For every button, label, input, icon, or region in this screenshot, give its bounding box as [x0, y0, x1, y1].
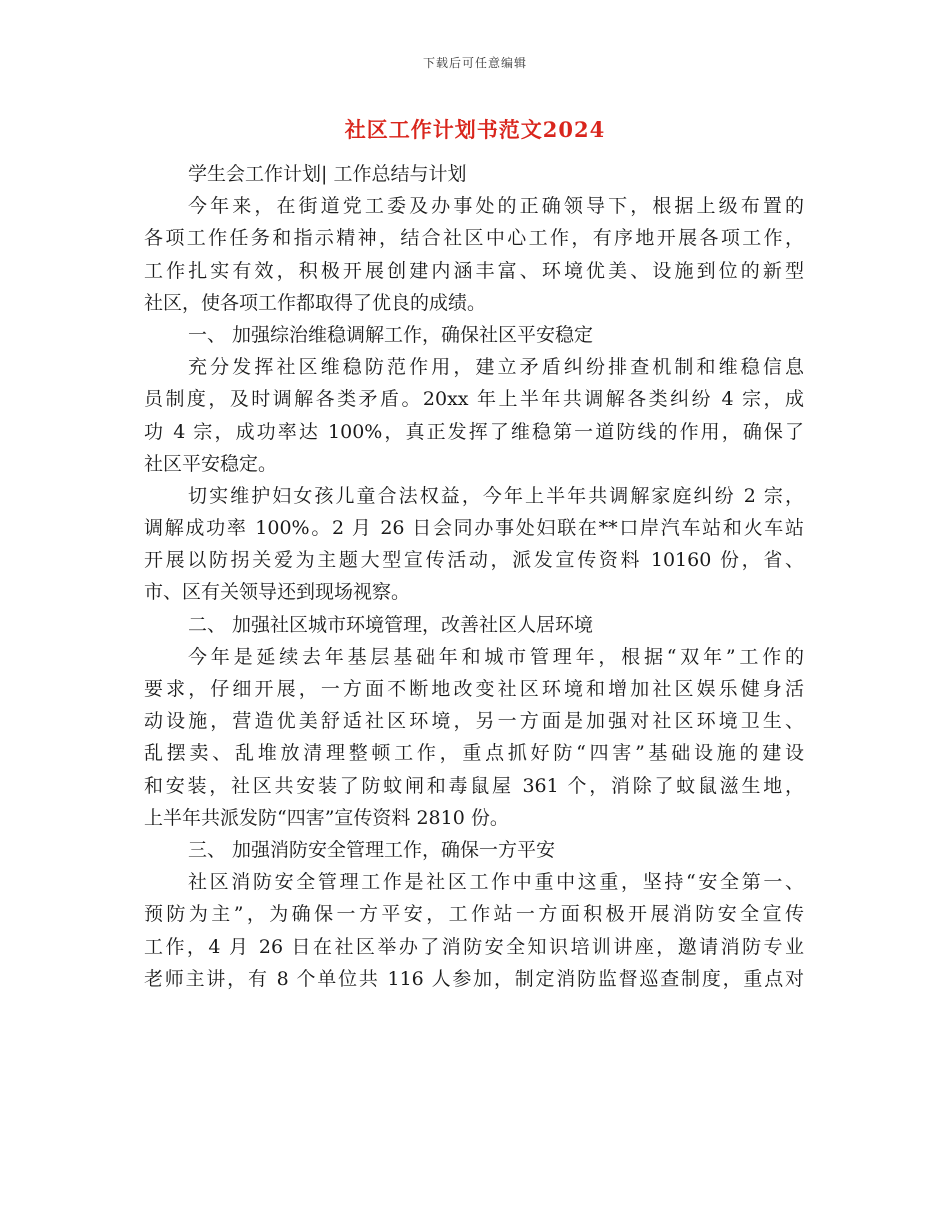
- document-body: [144, 158, 804, 995]
- document-title: 社区工作计划书范文2024: [344, 117, 606, 142]
- body-text-line: 要求，仔细开展，一方面不断地改变社区环境和增加社区娱乐健身活: [144, 678, 804, 700]
- page-header-note: 下载后可任意编辑: [422, 56, 527, 70]
- body-text-line: 预防为主”，为确保一方平安，工作站一方面积极开展消防安全宣传: [144, 903, 804, 926]
- body-text-line: 和安装，社区共安装了防蚊闸和毒鼠屋 361 个，消除了蚊鼠滋生地，: [144, 774, 804, 797]
- body-text-line: 功 4 宗，成功率达 100%，真正发挥了维稳第一道防线的作用，确保了: [144, 420, 804, 443]
- body-text-line: 学生会工作计划| 工作总结与计划: [188, 163, 467, 185]
- body-text-line: 二、 加强社区城市环境管理，改善社区人居环境: [188, 613, 594, 636]
- body-text-line: 三、 加强消防安全管理工作，确保一方平安: [188, 838, 556, 861]
- body-text-line: 动设施，营造优美舒适社区环境，另一方面是加强对社区环境卫生、: [144, 710, 804, 733]
- body-text-line: 今年来，在街道党工委及办事处的正确领导下，根据上级布置的: [188, 195, 804, 218]
- body-text-line: 充分发挥社区维稳防范作用，建立矛盾纠纷排查机制和维稳信息: [188, 356, 804, 379]
- body-text-line: 各项工作任务和指示精神，结合社区中心工作，有序地开展各项工作，: [144, 227, 804, 250]
- body-text-line: 员制度，及时调解各类矛盾。20xx 年上半年共调解各类纠纷 4 宗，成: [144, 388, 804, 411]
- body-text-line: 切实维护妇女孩儿童合法权益，今年上半年共调解家庭纠纷 2 宗，: [188, 484, 804, 507]
- body-text-line: 今年是延续去年基层基础年和城市管理年，根据“双年”工作的: [188, 645, 804, 668]
- body-text-line: 乱摆卖、乱堆放清理整顿工作，重点抓好防“四害”基础设施的建设: [144, 742, 804, 765]
- body-text-line: 上半年共派发防“四害”宣传资料 2810 份。: [144, 806, 509, 829]
- body-text-line: 工作，4 月 26 日在社区举办了消防安全知识培训讲座，邀请消防专业: [144, 935, 804, 958]
- body-text-line: 市、区有关领导还到现场视察。: [144, 581, 411, 604]
- body-text-line: 社区消防安全管理工作是社区工作中重中这重，坚持“安全第一、: [188, 871, 804, 894]
- body-text-line: 老师主讲，有 8 个单位共 116 人参加，制定消防监督巡查制度，重点对: [144, 967, 804, 990]
- body-text-line: 调解成功率 100%。2 月 26 日会同办事处妇联在**口岸汽车站和火车站: [144, 517, 804, 540]
- body-text-line: 社区平安稳定。: [144, 452, 278, 475]
- body-text-line: 工作扎实有效，积极开展创建内涵丰富、环境优美、设施到位的新型: [144, 259, 804, 282]
- body-text-line: 社区，使各项工作都取得了优良的成绩。: [144, 291, 487, 314]
- body-text-line: 开展以防拐关爱为主题大型宣传活动，派发宣传资料 10160 份，省、: [144, 549, 804, 572]
- body-text-line: 一、 加强综治维稳调解工作，确保社区平安稳定: [188, 323, 594, 346]
